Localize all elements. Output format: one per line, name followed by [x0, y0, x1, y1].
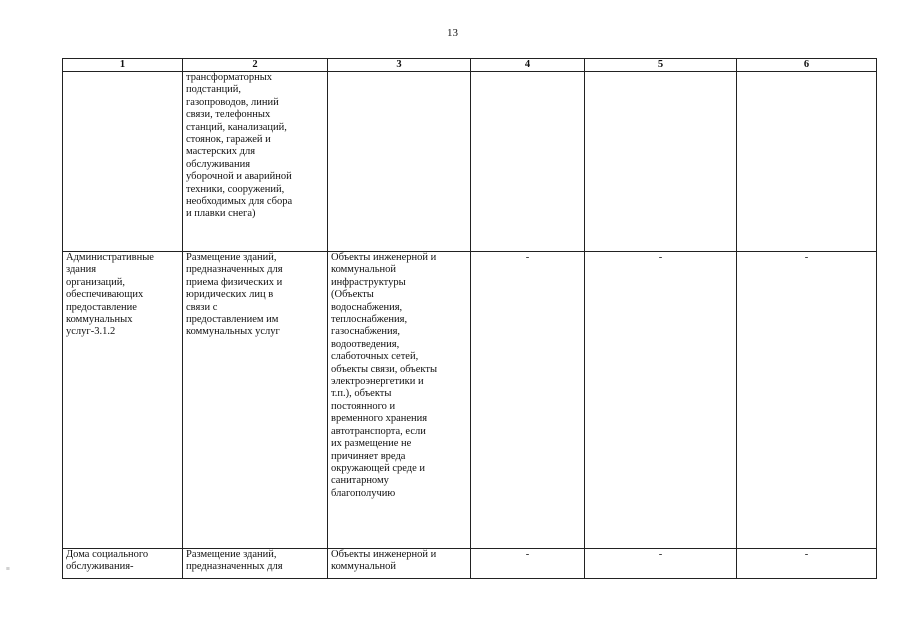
table-cell: Административные здания организаций, обеспечивающих предоставление коммунальных услуг-3.1.2	[63, 252, 183, 549]
table-cell	[585, 72, 737, 252]
table-cell: Размещение зданий, предназначенных для приема физических и юридических лиц в связи с предоставлением им коммунальных услуг	[183, 252, 328, 549]
column-header-6: 6	[737, 59, 877, 72]
column-header-5: 5	[585, 59, 737, 72]
table-cell: трансформаторных подстанций, газопроводов, линий связи, телефонных станций, канализаций, стоянок, гаражей и мастерских для обслуживания уборочной и аварийной техники, сооружений, необходимых для сбора и плавки снега)	[183, 72, 328, 252]
table-cell: Размещение зданий, предназначенных для	[183, 549, 328, 579]
table-cell: -	[471, 252, 585, 549]
table-cell	[63, 72, 183, 252]
table-cell	[328, 72, 471, 252]
table-cell: -	[737, 549, 877, 579]
table-cell: -	[585, 252, 737, 549]
table-row	[63, 549, 877, 579]
table-cell	[471, 72, 585, 252]
margin-mark: ≡	[6, 565, 10, 573]
table-cell: -	[471, 549, 585, 579]
column-header-3: 3	[328, 59, 471, 72]
table-cell	[737, 72, 877, 252]
header-row	[63, 59, 877, 72]
column-header-1: 1	[63, 59, 183, 72]
table-cell: Объекты инженерной и коммунальной инфраструктуры (Объекты водоснабжения, теплоснабжения, газоснабжения, водоотведения, слаботочных сетей, объекты связи, объекты электроэнергетики и т.п.), объекты постоянного и временного хранения автотранспорта, если их размещение не причиняет вреда окружающей среде и санитарному благополучию	[328, 252, 471, 549]
table-cell: -	[737, 252, 877, 549]
page-number: 13	[447, 27, 458, 39]
column-header-2: 2	[183, 59, 328, 72]
table-row	[63, 72, 877, 252]
table-cell: Дома социального обслуживания-	[63, 549, 183, 579]
land-use-table	[62, 58, 877, 579]
table-cell: -	[585, 549, 737, 579]
column-header-4: 4	[471, 59, 585, 72]
table-cell: Объекты инженерной и коммунальной	[328, 549, 471, 579]
table-row	[63, 252, 877, 549]
